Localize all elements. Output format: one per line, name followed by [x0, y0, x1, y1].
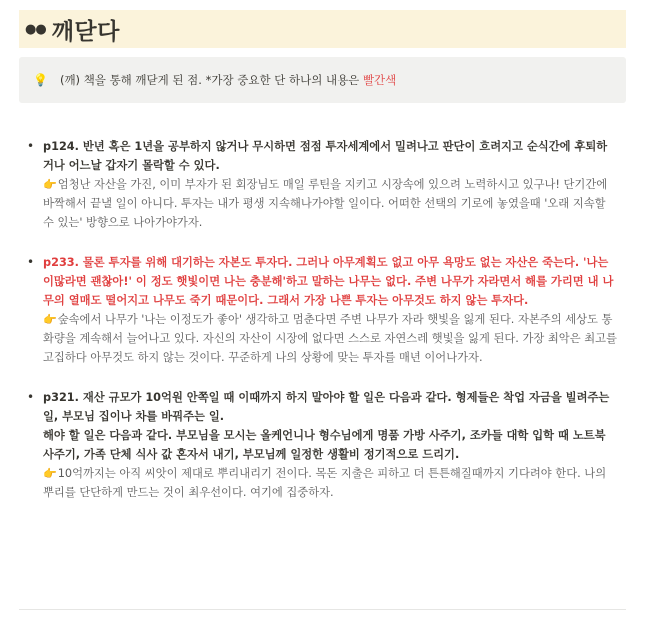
quote-text: p321. 재산 규모가 10억원 안쪽일 때 이때까지 하지 말아야 할 일은 다음과 같다. 형제들은 착업 자금을 빌려주는 일, 부모님 집이나 차를 바꿔주는 일.	[43, 391, 610, 423]
quote-text-continued: 해야 할 일은 다음과 같다. 부모님을 모시는 올케언니나 형수님에게 명품 가방 사주기, 조카들 대학 입학 때 노트북 사주기, 가족 단체 식사 값 혼자서 내기, 부모님께 일정한 생활비 정기적으로 드리기.	[43, 429, 606, 461]
note-body: 엄청난 자산을 가진, 이미 부자가 된 회장님도 매일 루틴을 지키고 시장속에 있으려 노력하시고 있구나! 단기간에 바짝해서 끝낼 일이 아니다. 투자는 내가 평생 지속해나가야할 일이다. 어떠한 선택의 기로에 놓였을때 '오래 지속할 수 있는' 방향으로 나아가야가자.	[43, 178, 608, 229]
callout-main-text: (깨) 책을 통해 깨닫게 된 점. *가장 중요한 단 하나의 내용은	[59, 73, 363, 87]
callout-highlight: 빨간색	[362, 73, 397, 87]
list-item	[27, 137, 617, 232]
note-text	[43, 464, 617, 502]
page-title: 깨닫다	[51, 18, 120, 45]
pointing-hand-icon: 👉	[43, 178, 57, 191]
light-bulb-icon: 💡	[33, 73, 48, 87]
bullet-dot-icon: •	[27, 255, 35, 269]
pointing-hand-icon: 👉	[43, 313, 57, 326]
quote-text: p124. 반년 혹은 1년을 공부하지 않거나 무시하면 점점 투자세계에서 밀려나고 판단이 흐려지고 순식간에 후퇴하거나 어느날 갑자기 몰락할 수 있다.	[43, 140, 608, 172]
eyes-icon: ●●	[25, 21, 46, 37]
note-body: 10억까지는 아직 씨앗이 제대로 뿌리내리기 전이다. 목돈 지출은 피하고 더 튼튼해질때까지 기다려야 한다. 나의 뿌리를 단단하게 만드는 것이 최우선이다. 여기에 집중하자.	[43, 467, 607, 499]
note-text	[43, 175, 617, 232]
divider	[19, 609, 626, 610]
page	[19, 0, 626, 523]
pointing-hand-icon: 👉	[43, 467, 57, 480]
list-item	[27, 253, 617, 367]
note-body: 숲속에서 나무가 '나는 이정도가 좋아' 생각하고 멈춘다면 주변 나무가 자라 햇빛을 잃게 된다. 자본주의 세상도 통화량을 계속해서 늘어나고 있다. 자신의 자산이 시장에 없다면 스스로 자연스레 햇빛을 잃게 된다. 가장 최악은 최고를 고집하다 아무것도 하지 않는 것이다. 꾸준하게 나의 상황에 맞는 투자를 매년 이어나가자.	[43, 313, 617, 364]
bullet-list	[19, 137, 626, 502]
quote-text-highlighted: p233. 물론 투자를 위해 대기하는 자본도 투자다. 그러나 아무계획도 없고 아무 욕망도 없는 자산은 죽는다. '나는 이많라면 괜찮아!' 이 정도 햇빛이면 나는 충분해'하고 말하는 나무는 없다. 주변 나무가 자라면서 해를 가리면 내 나무의 열매도 떨어지고 나무도 죽기 때문이다. 그래서 가장 나쁜 투자는 아무것도 하지 않는 투자다.	[43, 256, 614, 307]
bullet-dot-icon: •	[27, 139, 35, 153]
list-item	[27, 388, 617, 502]
bullet-dot-icon: •	[27, 390, 35, 404]
callout	[19, 57, 626, 103]
note-text	[43, 310, 617, 367]
callout-text	[60, 72, 396, 88]
page-header	[19, 10, 626, 48]
